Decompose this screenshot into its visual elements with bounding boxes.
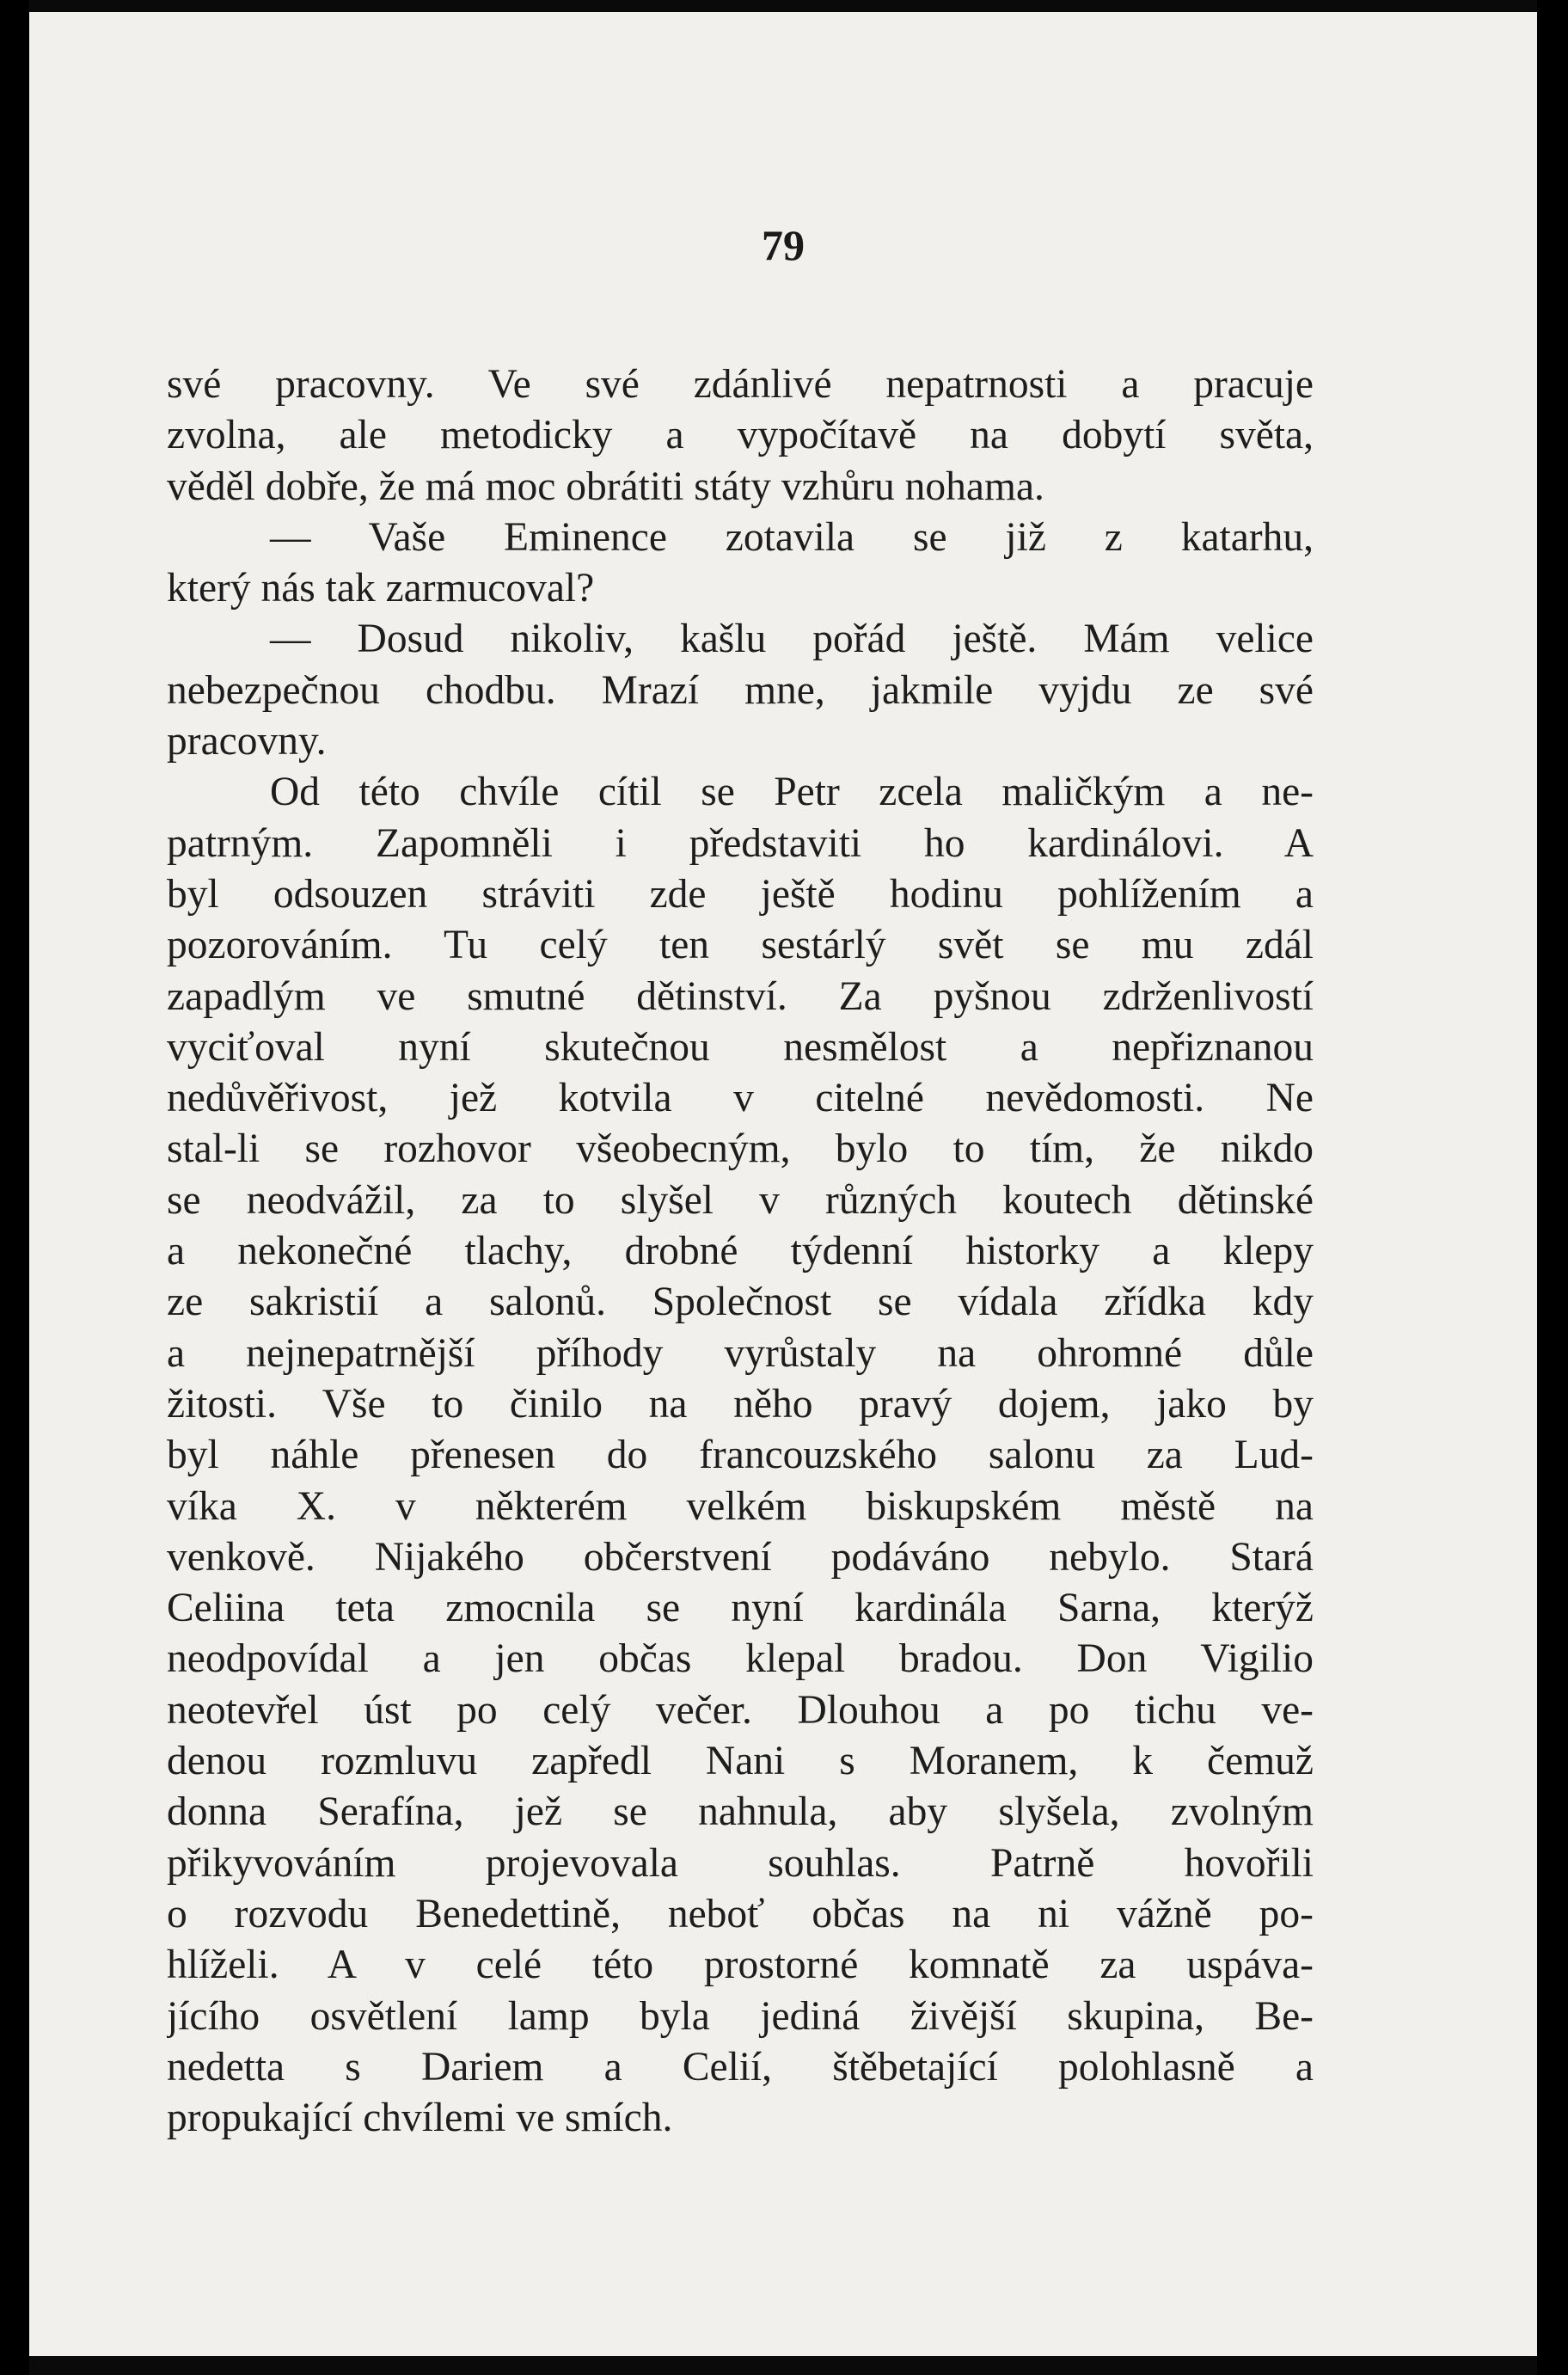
text-line: patrným. Zapomněli i představiti ho kardinálovi. A (167, 820, 1314, 866)
text-line: který nás tak zarmucoval? (167, 566, 595, 611)
text-line: přikyvováním projevovala souhlas. Patrně hovořili (167, 1840, 1314, 1886)
page-number: 79 (762, 221, 805, 269)
text-line: Celiina teta zmocnila se nyní kardinála Sarna, kterýž (167, 1586, 1314, 1631)
text-line: neotevřel úst po celý večer. Dlouhou a po tichu ve- (167, 1687, 1314, 1733)
text-line: — Dosud nikoliv, kašlu pořád ještě. Mám velice (270, 617, 1314, 662)
text-line: byl odsouzen stráviti zde ještě hodinu pohlížením a (167, 871, 1314, 917)
text-line: venkově. Nijakého občerstvení podáváno nebylo. Stará (167, 1534, 1314, 1580)
book-page (29, 12, 1537, 2356)
text-line: denou rozmluvu zapředl Nani s Moranem, k čemuž (167, 1739, 1314, 1784)
text-line: ze sakristií a salonů. Společnost se vídala zřídka kdy (167, 1280, 1314, 1325)
text-line: byl náhle přenesen do francouzského salonu za Lud- (167, 1433, 1314, 1478)
text-line: pozorováním. Tu celý ten sestárlý svět se mu zdál (167, 923, 1314, 968)
text-line: neodpovídal a jen občas klepal bradou. Don Vigilio (167, 1636, 1314, 1682)
text-line: věděl dobře, že má moc obrátiti státy vzhůru nohama. (167, 463, 1044, 509)
text-line: Od této chvíle cítil se Petr zcela maličkým a ne- (270, 770, 1314, 815)
scan-left-edge (0, 0, 29, 2375)
text-line: vyciťoval nyní skutečnou nesmělost a nepřiznanou (167, 1024, 1314, 1070)
scan-right-edge (1537, 0, 1568, 2375)
text-line: jícího osvětlení lamp byla jediná živější skupina, Be- (167, 1993, 1314, 2039)
text-line: a nejnepatrnější příhody vyrůstaly na ohromné důle (167, 1330, 1314, 1376)
text-line: o rozvodu Benedettině, neboť občas na ni vážně po- (167, 1891, 1314, 1936)
text-line: zapadlým ve smutné dětinství. Za pyšnou zdrženlivostí (167, 973, 1314, 1019)
body-text (167, 359, 1314, 2144)
text-line: žitosti. Vše to činilo na něho pravý dojem, jako by (167, 1381, 1314, 1427)
text-line: nedůvěřivost, jež kotvila v citelné nevědomosti. Ne (167, 1076, 1314, 1121)
text-line: víka X. v některém velkém biskupském městě na (167, 1483, 1314, 1529)
text-line: nedetta s Dariem a Celií, štěbetající polohlasně a (167, 2044, 1314, 2090)
text-line: se neodvážil, za to slyšel v různých koutech dětinské (167, 1177, 1314, 1223)
text-line: propukající chvílemi ve smích. (167, 2096, 673, 2141)
text-line: zvolna, ale metodicky a vypočítavě na dobytí světa, (167, 413, 1314, 458)
text-line: pracovny. (167, 719, 327, 764)
text-line: hlíželi. A v celé této prostorné komnatě za uspáva- (167, 1942, 1314, 1988)
text-line: své pracovny. Ve své zdánlivé nepatrnosti a pracuje (167, 362, 1314, 407)
text-line: — Vaše Eminence zotavila se již z katarhu, (270, 514, 1314, 560)
text-line: stal-li se rozhovor všeobecným, bylo to tím, že nikdo (167, 1126, 1314, 1172)
text-line: donna Serafína, jež se nahnula, aby slyšela, zvolným (167, 1789, 1314, 1835)
text-line: a nekonečné tlachy, drobné týdenní historky a klepy (167, 1229, 1314, 1274)
text-line: nebezpečnou chodbu. Mrazí mne, jakmile vyjdu ze své (167, 667, 1314, 713)
